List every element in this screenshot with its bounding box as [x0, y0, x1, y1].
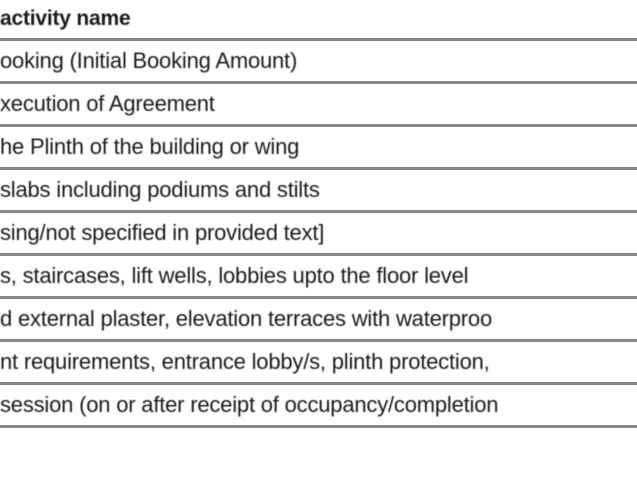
- table-cell: s, staircases, lift wells, lobbies upto the floor level: [0, 263, 469, 288]
- table-header-row: [0, 0, 637, 41]
- table-cell: he Plinth of the building or wing: [0, 134, 300, 159]
- table-row: [0, 256, 637, 299]
- table-row: [0, 342, 637, 385]
- table-cell: d external plaster, elevation terraces with waterproo: [0, 306, 492, 331]
- column-header-activity-name: activity name: [0, 7, 131, 30]
- table-row: [0, 170, 637, 213]
- table-row: [0, 84, 637, 127]
- table-row: [0, 127, 637, 170]
- table-cell: xecution of Agreement: [0, 91, 215, 116]
- table-row: [0, 385, 637, 428]
- table-cell: session (on or after receipt of occupancy/completion: [0, 392, 499, 417]
- table-row: [0, 299, 637, 342]
- table-row: [0, 41, 637, 84]
- table-cell: nt requirements, entrance lobby/s, plinth protection,: [0, 349, 490, 374]
- table-cell: ooking (Initial Booking Amount): [0, 48, 298, 73]
- table-row: [0, 213, 637, 256]
- table-cell: sing/not specified in provided text]: [0, 220, 325, 245]
- table-cell: slabs including podiums and stilts: [0, 177, 320, 202]
